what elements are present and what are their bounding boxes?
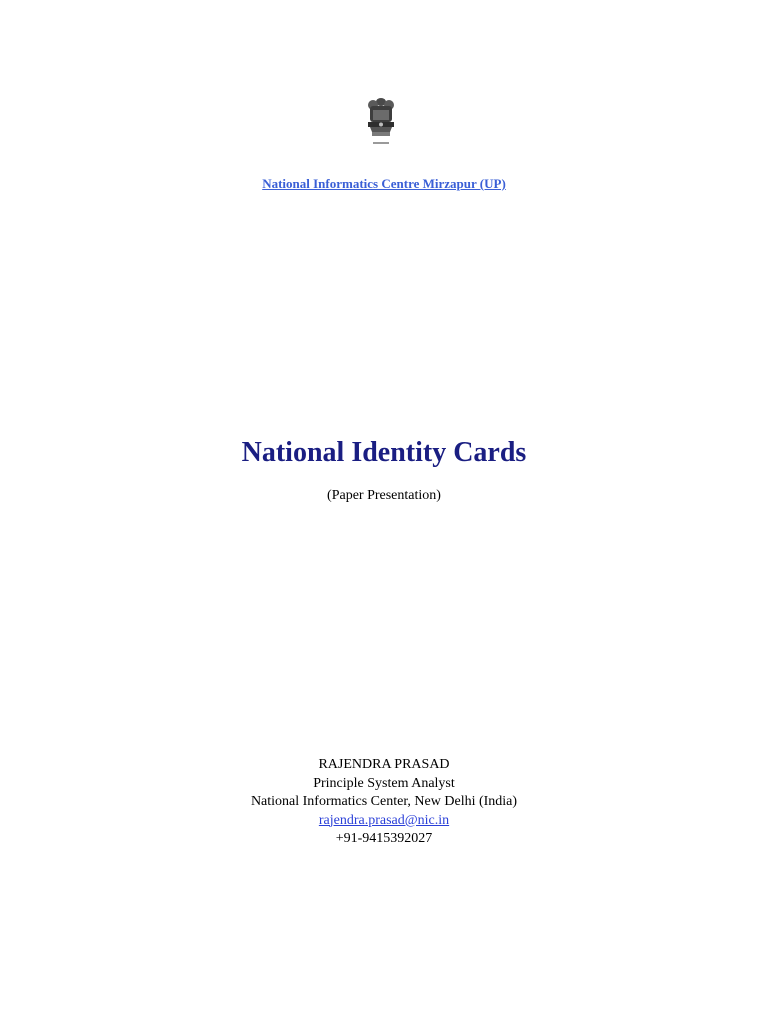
author-phone: +91-9415392027 — [335, 831, 433, 846]
author-email-link[interactable]: rajendra.prasad@nic.in — [318, 812, 450, 828]
author-organization: National Informatics Center, New Delhi (India) — [250, 794, 518, 809]
org-link[interactable]: National Informatics Centre Mirzapur (UP) — [262, 176, 506, 191]
document-title: National Identity Cards — [241, 437, 527, 468]
author-designation: Principle System Analyst — [313, 775, 455, 791]
author-block — [0, 756, 768, 849]
national-emblem-icon — [364, 96, 398, 150]
document-subtitle: (Paper Presentation) — [327, 488, 441, 503]
author-name: RAJENDRA PRASAD — [318, 757, 450, 772]
